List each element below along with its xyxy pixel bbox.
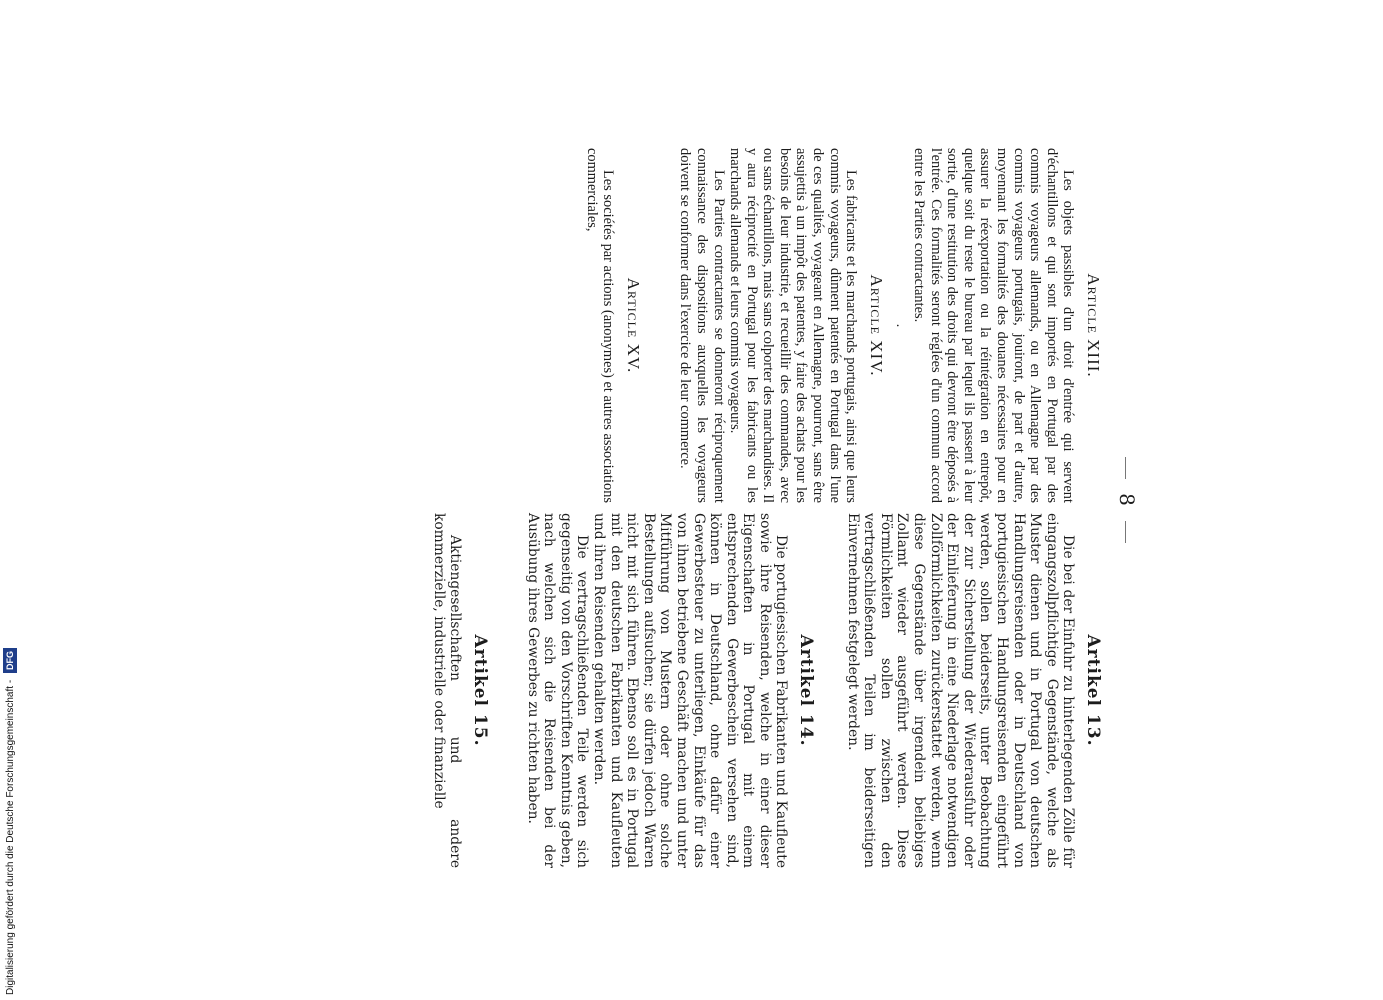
page-number: 8 bbox=[1115, 120, 1139, 880]
article-15-text-de: Aktiengesellschaften und andere kommerzielle, industrielle oder finanzielle bbox=[430, 513, 464, 868]
digitization-credit bbox=[2, 600, 20, 995]
article-14-text1-de: Die portugiesischen Fabrikanten und Kaufleute sowie ihre Reisenden, welche in einer dieser Eigenschaften in Portugal mit einem entsprechenden Gewerbeschein versehen sind, können in Deutschland, ohne dafür einer Gewerbesteuer zu unterliegen, Einkäufe für das von ihnen betriebene Geschäft machen und unter Mitführung von Mustern oder ohne solche Bestellungen aufsuchen; sie dürfen jedoch Waren nicht mit sich führen. Ebenso soll es in Portugal mit den deutschen Fabrikanten und Kaufleuten und ihren Reisenden gehalten werden. bbox=[590, 513, 790, 868]
article-13-text-de: Die bei der Einfuhr zu hinterlegenden Zölle für eingangszollpflichtige Gegenstände, welche als Muster dienen und in Portugal von deutschen Handlungsreisenden oder in Deutschland von portugiesischen Handlungsreisenden eingeführt werden, sollen beiderseits, unter Beobachtung der zur Sicherstellung der Wiederausfuhr oder der Einlieferung in eine Niederlage notwendigen Zollförmlichkeiten zurückerstattet werden, wenn diese Gegenstände über irgendein beliebiges Zollamt wieder ausgeführt werden. Diese Förmlichkeiten sollen zwischen den vertragschließenden Teilen im beiderseitigen Einvernehmen festgelegt werden. bbox=[844, 513, 1077, 868]
article-15-heading-fr: Article XV. bbox=[623, 277, 643, 374]
credit-line: Digitalisierung gefördert durch die Deutsche Forschungsgemeinschaft - bbox=[5, 679, 16, 995]
article-14-heading-fr: Article XIV. bbox=[866, 274, 886, 377]
digitization-credit-text bbox=[2, 600, 20, 995]
german-column bbox=[430, 513, 1101, 868]
article-14-text2-fr: Les Parties contractantes se donneront réciproquement connaissance des dispositions auxquelles les voyageurs doivent se conformer dans l'exercice de leur commerce. bbox=[677, 148, 727, 503]
article-14-text2-de: Die vertragschließenden Teile werden sich gegenseitig von den Vorschriften Kenntnis geben, nach welchen sich die Reisenden bei der Ausübung ihres Gewerbes zu richten haben. bbox=[524, 513, 591, 868]
dfg-logo: DFG bbox=[3, 648, 17, 673]
article-14-text1-fr: Les fabricants et les marchands portugais, ainsi que leurs commis voyageurs, dûment patentés en Portugal dans l'une de ces qualités, voyageant en Allemagne, pourront, sans être assujettis à un impôt des patentes, y faire des achats pour les besoins de leur industrie, et recueillir des commandes, avec ou sans échantillons, mais sans colporter des marchandises. Il y aura réciprocité en Portugal pour les fabricants ou les marchands allemands et leurs commis voyageurs. bbox=[727, 148, 860, 503]
article-15-text-fr: Les sociétés par actions (anonymes) et autres associations commerciales, bbox=[583, 148, 617, 503]
article-14-heading-de: Artikel 14. bbox=[796, 634, 817, 747]
document-page bbox=[241, 120, 1141, 880]
french-column bbox=[583, 148, 1101, 503]
article-13-heading-de: Artikel 13. bbox=[1083, 634, 1103, 747]
article-13-text-fr: Les objets passibles d'un droit d'entrée qui servent d'échantillons et qui sont importés en Portugal par des commis voyageurs allemands, ou en Allemagne par des commis voyageurs portugais, jouiront, de part et d'autre, moyennant les formalités des douanes nécessaires pour en assurer la réexportation ou la réintégration en entrepôt, quelque soit du reste le bureau par lequel ils passent à leur sortie, d'une restitution des droits qui devront être déposés à l'entrée. Ces formalités seront réglées d'un commun accord entre les Parties contractantes. bbox=[911, 148, 1077, 503]
article-15-heading-de: Artikel 15. bbox=[470, 634, 490, 747]
separator-dot: . bbox=[893, 323, 909, 328]
article-13-heading-fr: Article XIII. bbox=[1084, 273, 1103, 378]
